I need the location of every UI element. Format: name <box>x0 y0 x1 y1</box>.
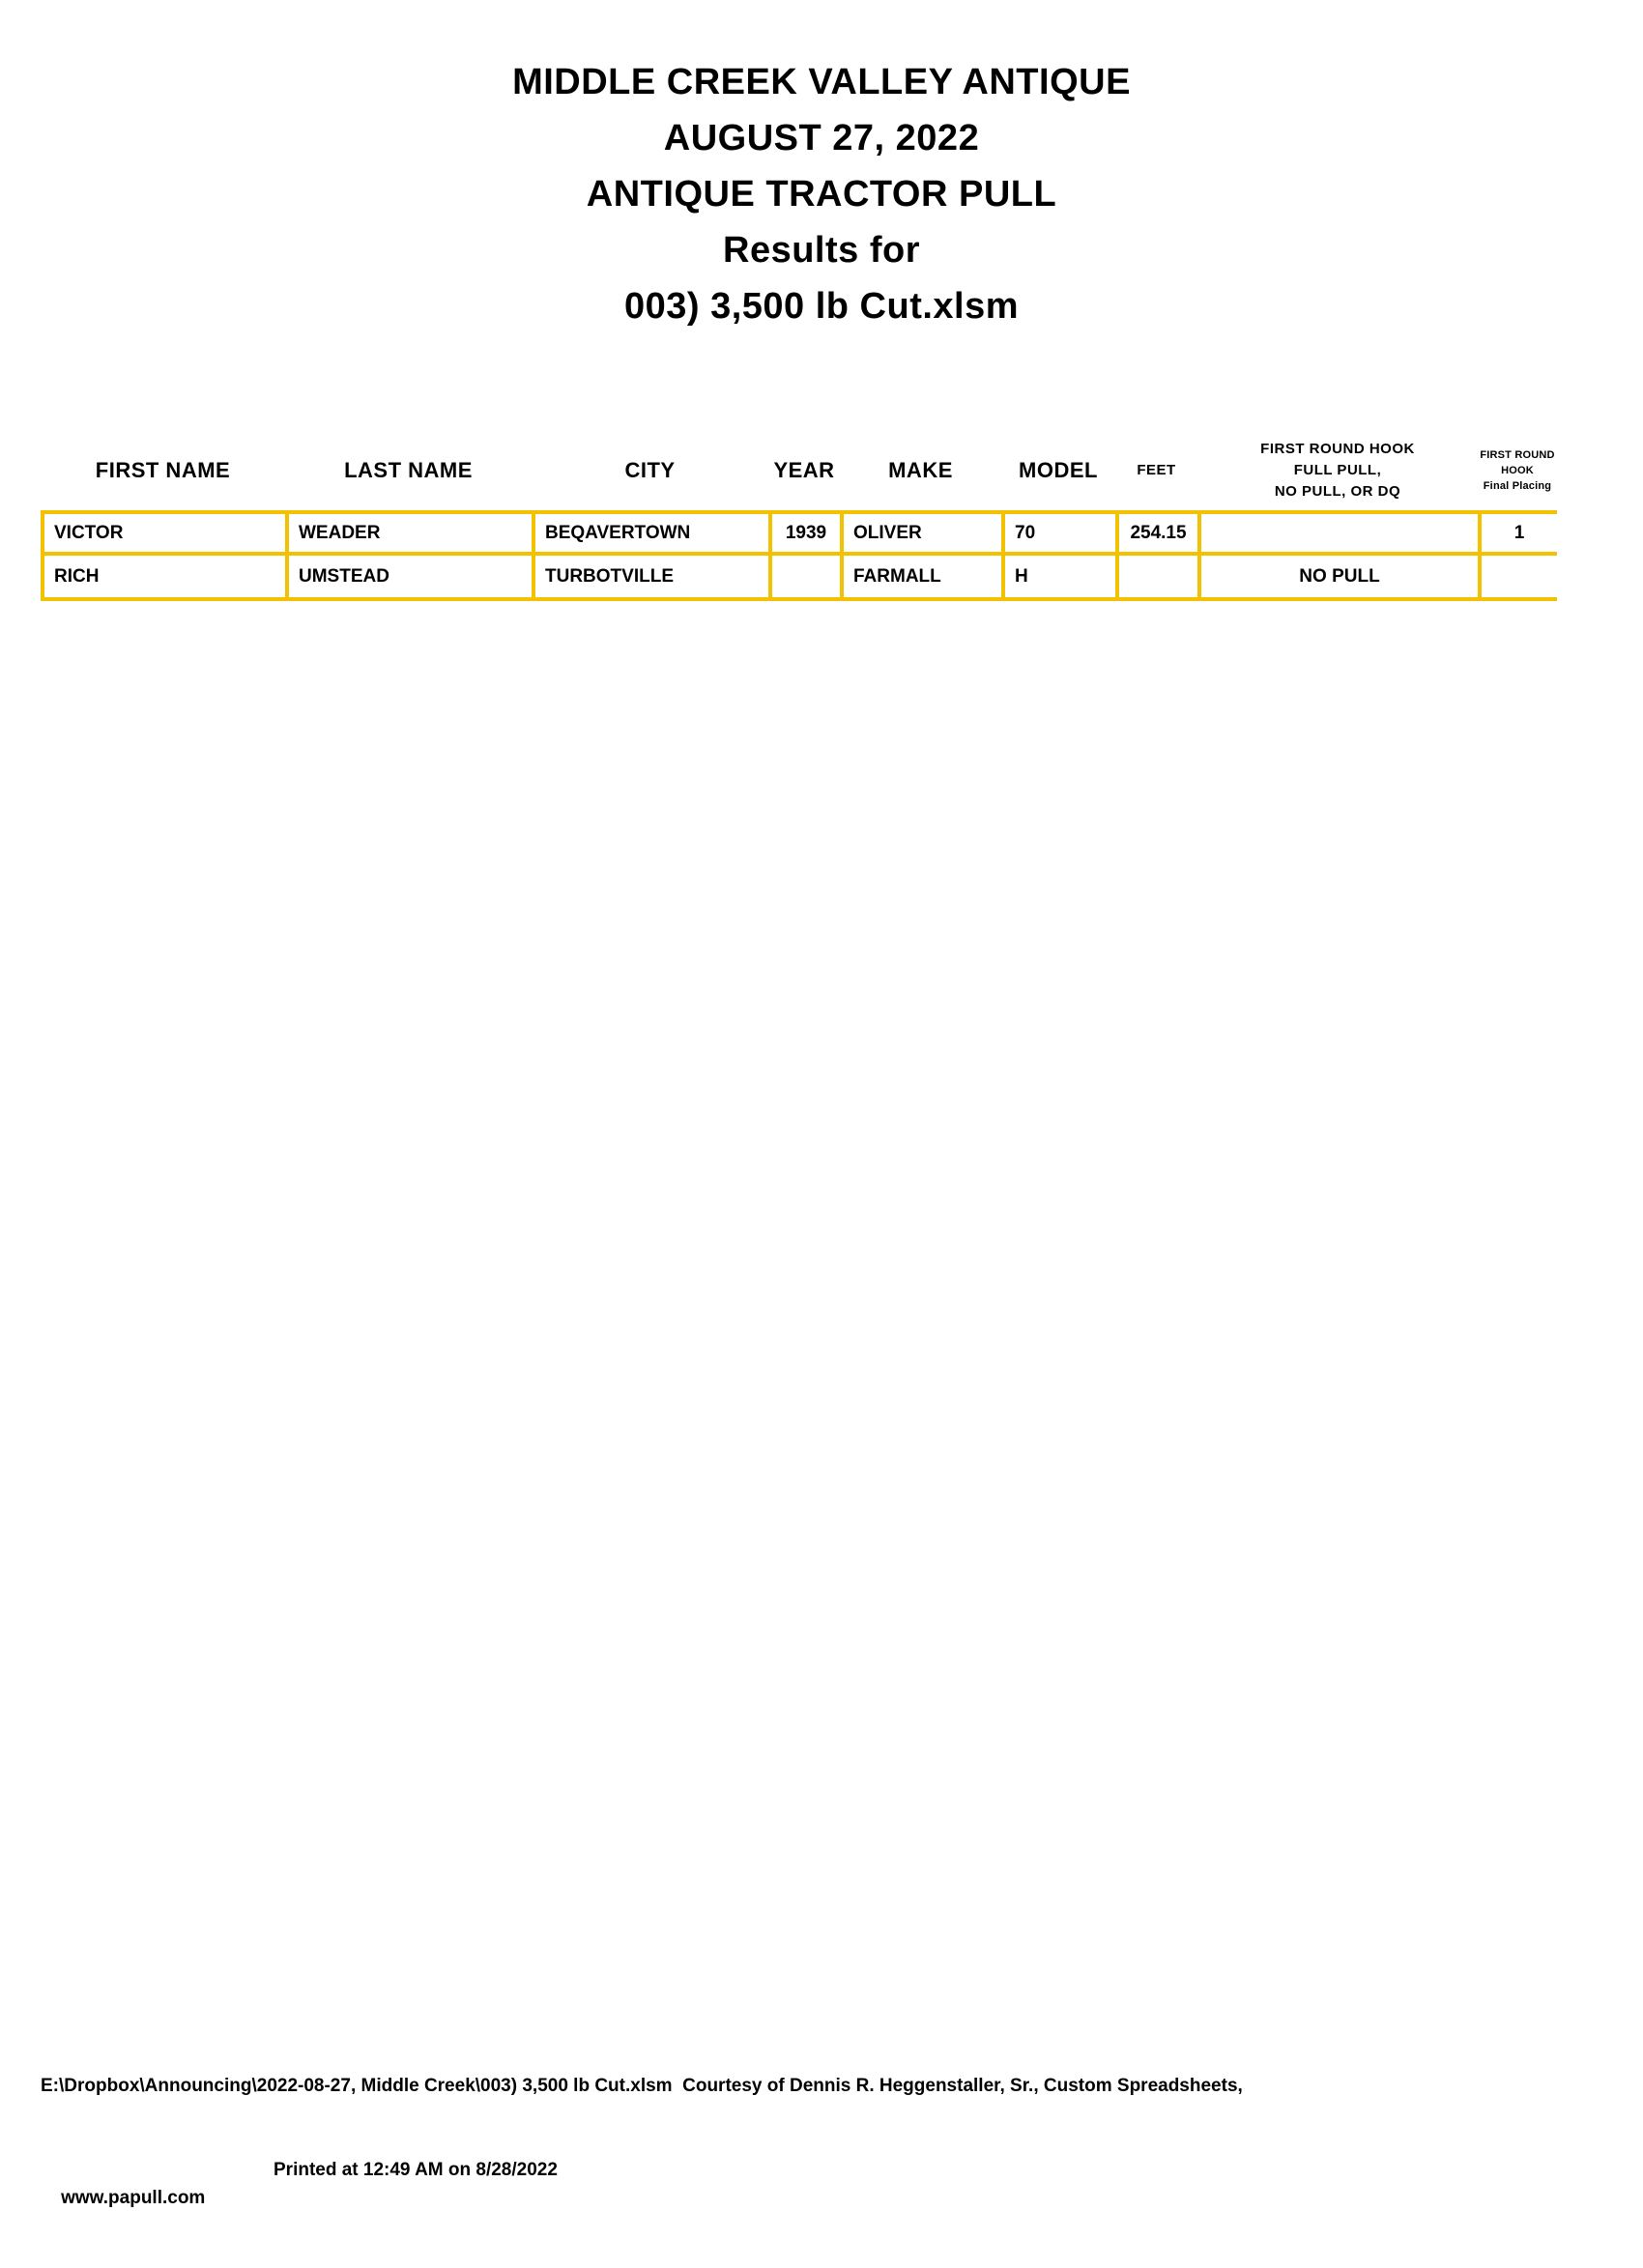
footer-print-timestamp: Printed at 12:49 AM on 8/28/2022 <box>274 2160 558 2180</box>
cell-year <box>768 556 840 597</box>
cell-feet: 254.15 <box>1115 514 1197 552</box>
cell-make: OLIVER <box>840 514 1001 552</box>
footer-line2 <box>41 2156 1243 2208</box>
cell-first-round-hook-final-placing: 1 <box>1478 514 1557 552</box>
column-header-last-name: LAST NAME <box>344 457 473 482</box>
cell-model: H <box>1001 556 1115 597</box>
column-header-year: YEAR <box>773 457 835 482</box>
table-row <box>41 556 1557 597</box>
cell-last-name: UMSTEAD <box>285 556 532 597</box>
cell-last-name: WEADER <box>285 514 532 552</box>
cell-first-name: RICH <box>41 556 285 597</box>
cell-city: BEQAVERTOWN <box>532 514 768 552</box>
event-date: AUGUST 27, 2022 <box>663 118 980 158</box>
title-block <box>0 54 1643 334</box>
results-table-body <box>41 510 1557 601</box>
footer <box>41 2016 1243 2212</box>
event-type: ANTIQUE TRACTOR PULL <box>586 174 1057 215</box>
cell-feet <box>1115 556 1197 597</box>
cell-first-round-hook-result <box>1197 514 1478 552</box>
footer-file-path: E:\Dropbox\Announcing\2022-08-27, Middle Creek\003) 3,500 lb Cut.xlsm Courtesy of Dennis R. Heggenstaller, Sr., Custom Spreadsheets, <box>41 2076 1243 2096</box>
table-row <box>41 514 1557 556</box>
column-header-model: MODEL <box>1019 457 1098 482</box>
cell-first-name: VICTOR <box>41 514 285 552</box>
cell-city: TURBOTVILLE <box>532 556 768 597</box>
footer-website: www.papull.com <box>61 2188 206 2208</box>
cell-year: 1939 <box>768 514 840 552</box>
column-header-first-round-hook-final-placing: FIRST ROUND HOOK Final Placing <box>1480 448 1555 492</box>
cell-first-round-hook-final-placing <box>1478 556 1557 597</box>
column-header-first-round-hook-result: FIRST ROUND HOOK FULL PULL, NO PULL, OR DQ <box>1260 440 1415 500</box>
cell-first-round-hook-result: NO PULL <box>1197 556 1478 597</box>
class-file-name: 003) 3,500 lb Cut.xlsm <box>623 286 1020 327</box>
cell-model: 70 <box>1001 514 1115 552</box>
event-name: MIDDLE CREEK VALLEY ANTIQUE <box>512 62 1131 102</box>
column-header-feet: FEET <box>1137 461 1176 478</box>
column-header-make: MAKE <box>888 457 953 482</box>
column-header-first-name: FIRST NAME <box>95 457 231 482</box>
cell-make: FARMALL <box>840 556 1001 597</box>
table-header-row <box>41 430 1557 510</box>
results-label: Results for <box>723 230 920 271</box>
column-header-city: CITY <box>624 457 676 482</box>
